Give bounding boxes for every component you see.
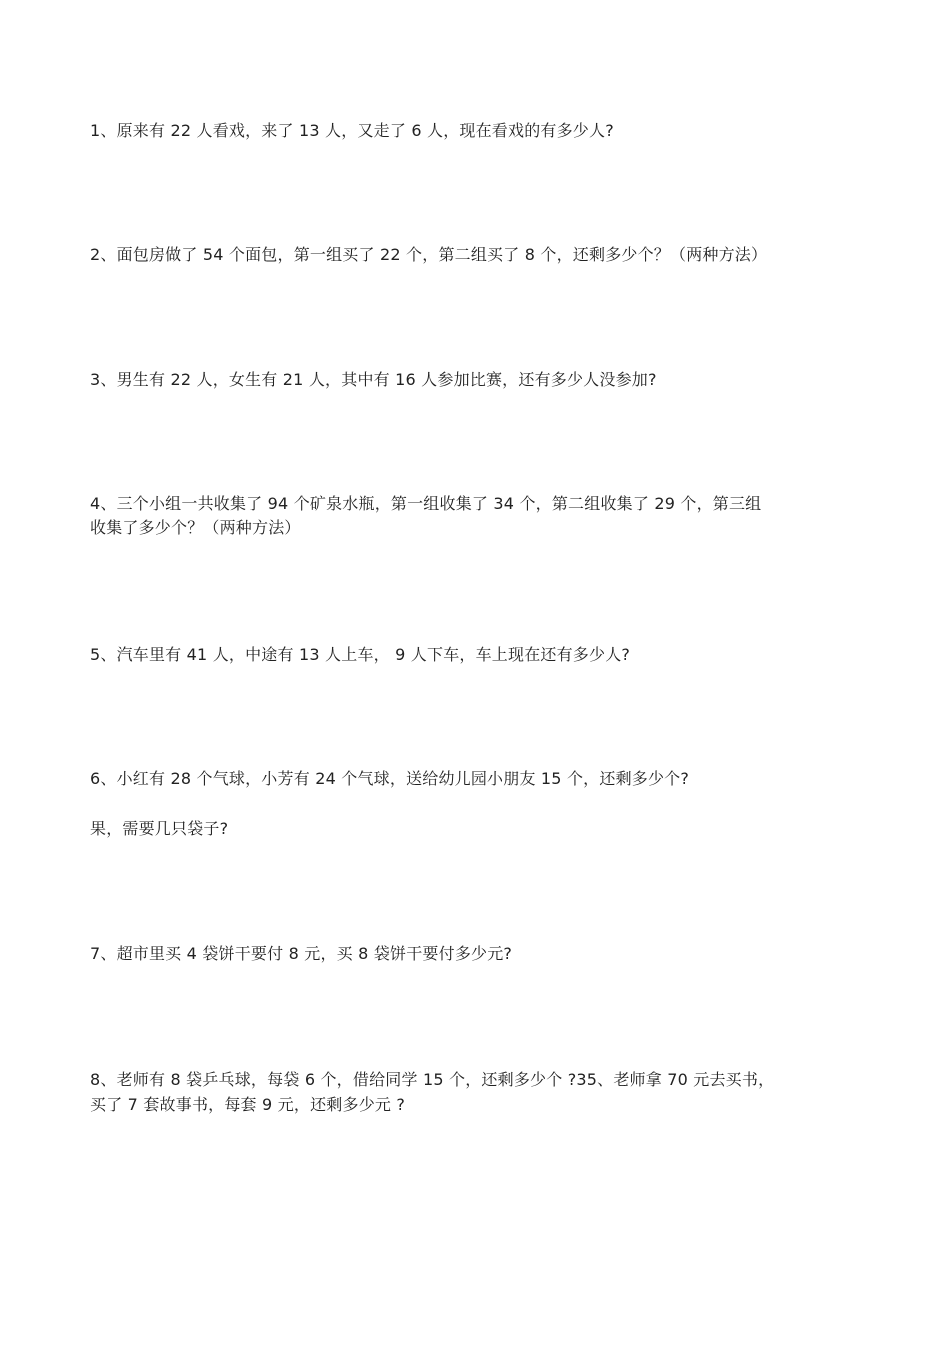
- question-2: 2、面包房做了 54 个面包，第一组买了 22 个，第二组买了 8 个，还剩多少个？（两种方法）: [90, 245, 768, 264]
- question-1: 1、原来有 22 人看戏，来了 13 人，又走了 6 人，现在看戏的有多少人?: [90, 121, 614, 140]
- question-7: 7、超市里买 4 袋饼干要付 8 元，买 8 袋饼干要付多少元?: [90, 944, 513, 963]
- question-3: 3、男生有 22 人，女生有 21 人，其中有 16 人参加比赛，还有多少人没参加?: [90, 370, 657, 389]
- question-4-line-2: 收集了多少个？（两种方法）: [90, 518, 301, 537]
- question-8-line-1: 8、老师有 8 袋乒乓球，每袋 6 个，借给同学 15 个，还剩多少个 ?35、老师拿 70 元去买书，: [90, 1070, 775, 1089]
- question-4-line-1: 4、三个小组一共收集了 94 个矿泉水瓶，第一组收集了 34 个，第二组收集了 29 个，第三组: [90, 494, 762, 513]
- question-5: 5、汽车里有 41 人，中途有 13 人上车， 9 人下车，车上现在还有多少人?: [90, 645, 631, 664]
- question-8-line-2: 买了 7 套故事书，每套 9 元，还剩多少元 ?: [90, 1095, 406, 1114]
- question-6-line-2: 果，需要几只袋子?: [90, 819, 229, 838]
- question-6-line-1: 6、小红有 28 个气球，小芳有 24 个气球，送给幼儿园小朋友 15 个，还剩多少个?: [90, 769, 690, 788]
